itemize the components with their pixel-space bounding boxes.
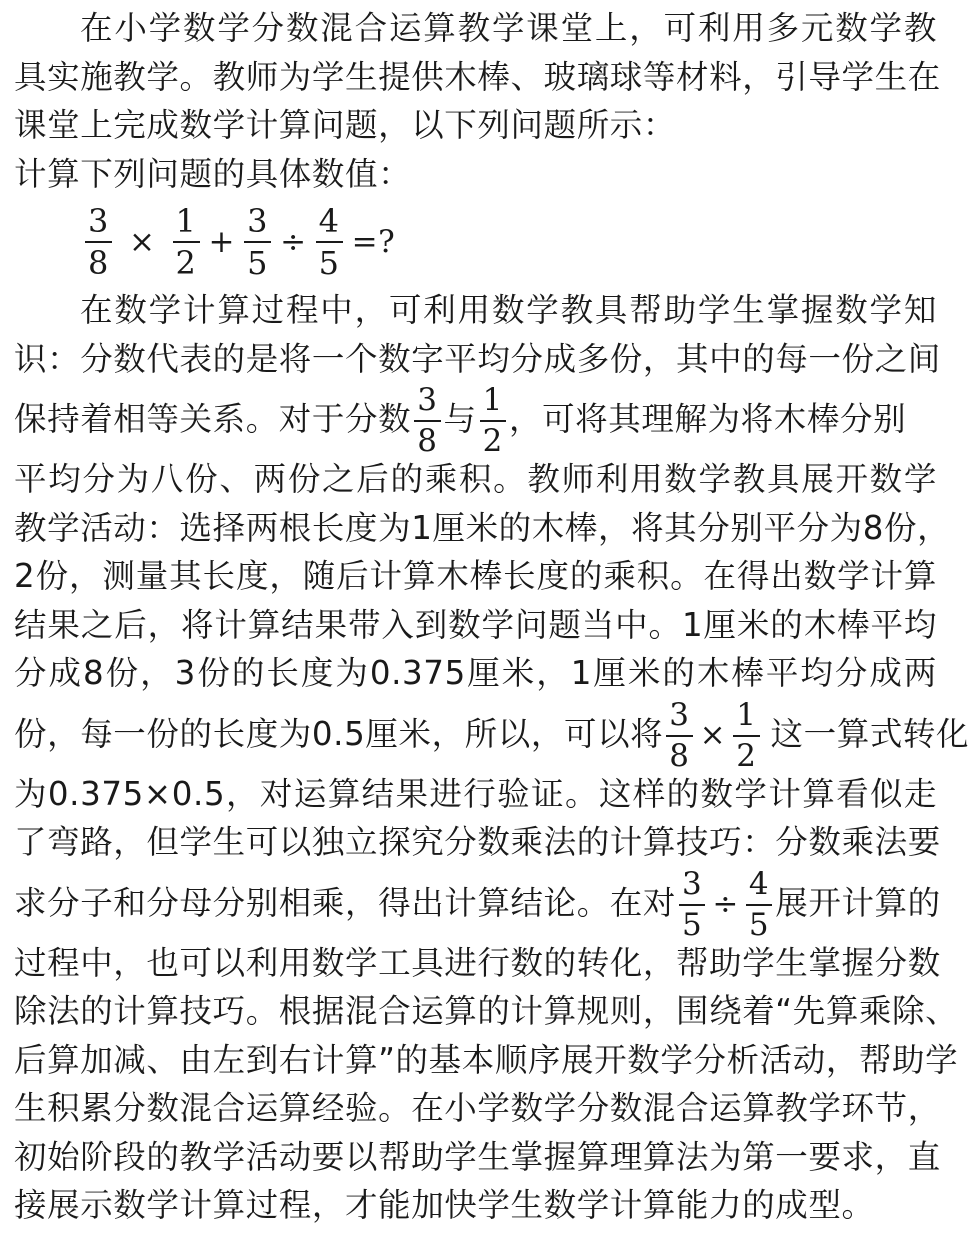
denominator: 2 — [482, 423, 503, 459]
multiply-operator: × — [699, 716, 727, 753]
denominator: 2 — [736, 737, 757, 774]
denominator: 5 — [682, 906, 703, 943]
fraction-4-5 — [746, 865, 772, 943]
paragraph-2-line-14: 除法的计算技巧。根据混合运算的计算规则，围绕着“先算乘除、 — [14, 992, 959, 1030]
paragraph-2-line-8: 分成8份，3份的长度为0.375厘米，1厘米的木棒平均分成两 — [14, 654, 937, 692]
numerator: 4 — [318, 202, 340, 240]
text-segment: 与 — [443, 400, 477, 438]
paragraph-2-line-9 — [14, 696, 969, 774]
numerator: 3 — [247, 202, 269, 240]
paragraph-1-line-2: 具实施教学。教师为学生提供木棒、玻璃球等材料，引导学生在 — [14, 57, 941, 96]
paragraph-2-line-10: 为0.375×0.5，对运算结果进行验证。这样的数学计算看似走 — [14, 774, 937, 813]
equation — [14, 198, 937, 286]
paragraph-2-line-3 — [14, 382, 937, 459]
multiply-operator: × — [128, 224, 156, 260]
fraction-3-8 — [666, 696, 692, 774]
fraction-3-5 — [244, 202, 271, 282]
paragraph-1-line-1: 在小学数学分数混合运算教学课堂上，可利用多元数学教 — [80, 9, 937, 47]
text-segment: ，可将其理解为将木棒分别 — [508, 400, 907, 438]
fraction-4-5 — [316, 202, 343, 282]
numerator: 1 — [175, 202, 197, 240]
numerator: 3 — [682, 865, 703, 902]
numerator: 1 — [736, 696, 757, 733]
fraction-3-8 — [414, 382, 440, 459]
denominator: 2 — [175, 244, 197, 282]
fraction-1-2 — [733, 696, 759, 774]
text-segment: 份，每一份的长度为0.5厘米，所以，可以将 — [14, 714, 664, 753]
text-segment: 展开计算的 — [775, 883, 941, 922]
numerator: 3 — [669, 696, 690, 733]
divide-operator: ÷ — [280, 224, 307, 260]
denominator: 8 — [669, 737, 690, 774]
text-segment: 这一算式转化 — [770, 714, 969, 753]
numerator: 1 — [482, 382, 503, 418]
denominator: 8 — [88, 244, 109, 282]
numerator: 3 — [417, 382, 438, 418]
paragraph-2-line-18: 接展示数学计算过程，才能加快学生数学计算能力的成型。 — [14, 1186, 875, 1224]
problem-intro: 计算下列问题的具体数值： — [14, 154, 412, 193]
paragraph-2-line-11: 了弯路，但学生可以独立探究分数乘法的计算技巧：分数乘法要 — [14, 823, 941, 861]
paragraph-2-line-17: 初始阶段的教学活动要以帮助学生掌握算理算法为第一要求，直 — [14, 1137, 941, 1176]
text-segment: 保持着相等关系。对于分数 — [14, 400, 412, 438]
paragraph-2-line-2: 识：分数代表的是将一个数字平均分成多份，其中的每一份之间 — [14, 339, 941, 378]
paragraph-2-line-1: 在数学计算过程中，可利用数学教具帮助学生掌握数学知 — [80, 291, 937, 329]
paragraph-2-line-13: 过程中，也可以利用数学工具进行数的转化，帮助学生掌握分数 — [14, 943, 941, 982]
plus-operator: + — [208, 224, 236, 260]
fraction-3-8 — [85, 202, 112, 282]
divide-operator: ÷ — [712, 885, 739, 922]
numerator: 4 — [748, 865, 770, 902]
fraction-1-2 — [173, 202, 200, 282]
paragraph-2-line-4: 平均分为八份、两份之后的乘积。教师利用数学教具展开数学 — [14, 460, 937, 498]
denominator: 5 — [247, 244, 269, 282]
fraction-3-5 — [679, 865, 705, 943]
denominator: 5 — [318, 244, 340, 282]
denominator: 5 — [748, 906, 770, 943]
paragraph-2-line-16: 生积累分数混合运算经验。在小学数学分数混合运算教学环节， — [14, 1089, 941, 1127]
denominator: 8 — [417, 423, 438, 459]
paragraph-2-line-5: 教学活动：选择两根长度为1厘米的木棒，将其分别平分为8份， — [14, 508, 951, 547]
paragraph-2-line-6: 2份，测量其长度，随后计算木棒长度的乘积。在得出数学计算 — [14, 557, 937, 595]
fraction-1-2 — [480, 382, 506, 459]
numerator: 3 — [88, 202, 109, 240]
paragraph-2-line-15: 后算加减、由左到右计算”的基本顺序展开数学分析活动，帮助学 — [14, 1040, 959, 1079]
paragraph-2-line-7: 结果之后，将计算结果带入到数学问题当中。1厘米的木棒平均 — [14, 605, 937, 644]
paragraph-2-line-12 — [14, 865, 941, 943]
equals-question: =? — [351, 224, 396, 260]
text-segment: 求分子和分母分别相乘，得出计算结论。在对 — [14, 883, 677, 922]
paragraph-1-line-3: 课堂上完成数学计算问题，以下列问题所示： — [14, 106, 677, 144]
